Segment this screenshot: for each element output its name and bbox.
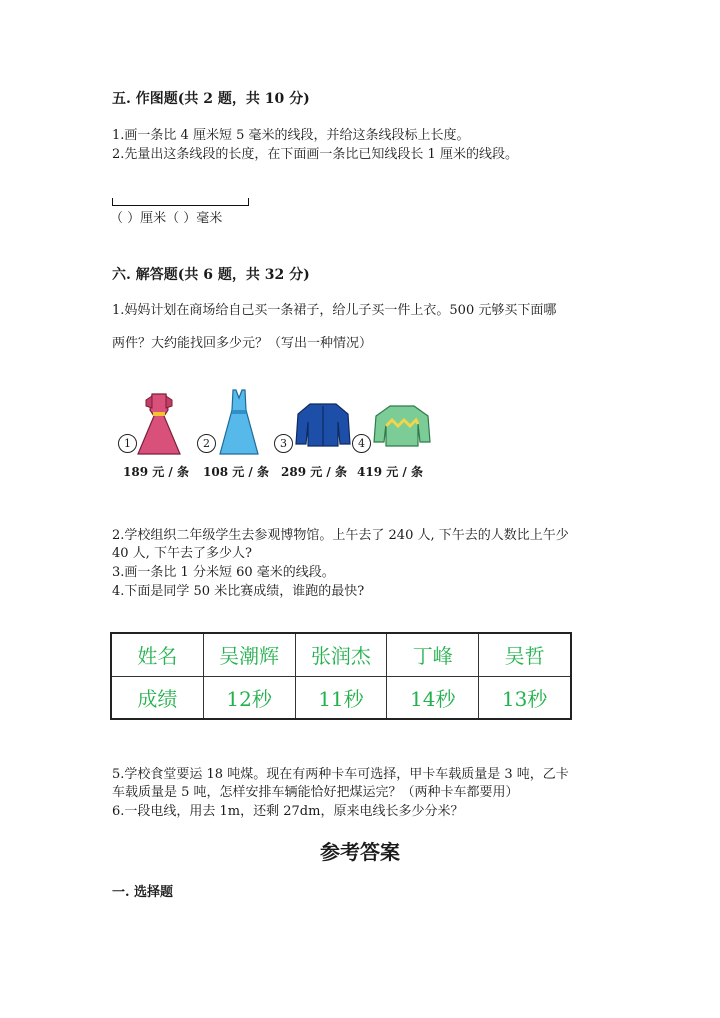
table-cell: 13秒 <box>479 676 571 719</box>
item-price-4: 419 元 / 条 <box>357 465 423 479</box>
table-cell: 12秒 <box>203 676 295 719</box>
section5-question-1: 1.画一条比 4 厘米短 5 毫米的线段，并给这条线段标上长度。 <box>112 128 470 143</box>
section6-q2-line1: 2.学校组织二年级学生去参观博物馆。上午去了 240 人, 下午去的人数比上午少 <box>112 528 569 543</box>
section6-q6: 6.一段电线，用去 1m，还剩 27dm，原来电线长多少分米？ <box>112 804 464 819</box>
item-number-1: 1 <box>118 434 137 453</box>
item-price-2: 108 元 / 条 <box>203 465 269 479</box>
section6-q4: 4.下面是同学 50 米比赛成绩，谁跑的最快? <box>112 584 365 599</box>
table-row <box>111 633 571 676</box>
race-results-table <box>110 632 572 720</box>
table-cell: 姓名 <box>111 633 203 676</box>
table-row <box>111 676 571 719</box>
blue-jacket-icon <box>294 400 352 448</box>
section6-q1-line2: 两件？大约能找回多少元？（写出一种情况） <box>112 336 373 351</box>
pink-dress-icon <box>134 390 184 458</box>
item-number-2: 2 <box>197 434 216 453</box>
answers-title: 参考答案 <box>320 840 400 864</box>
given-line-segment <box>112 198 249 206</box>
item-number-4: 4 <box>352 434 371 453</box>
measure-label: （ ）厘米（ ）毫米 <box>110 211 223 226</box>
section6-q1-line1: 1.妈妈计划在商场给自己买一条裙子，给儿子买一件上衣。500 元够买下面哪 <box>112 303 557 318</box>
section6-q3: 3.画一条比 1 分米短 60 毫米的线段。 <box>112 565 335 580</box>
blue-dress-icon <box>216 386 262 458</box>
item-price-3: 289 元 / 条 <box>281 465 347 479</box>
table-cell: 14秒 <box>387 676 479 719</box>
table-cell: 成绩 <box>111 676 203 719</box>
table-cell: 吴潮辉 <box>203 633 295 676</box>
answers-section1-heading: 一. 选择题 <box>112 885 174 900</box>
section5-heading: 五. 作图题(共 2 题，共 10 分) <box>112 91 310 107</box>
section6-heading: 六. 解答题(共 6 题，共 32 分) <box>112 267 310 283</box>
section6-q2-line2: 40 人, 下午去了多少人? <box>112 546 252 561</box>
table-cell: 张润杰 <box>295 633 387 676</box>
table-cell: 丁峰 <box>387 633 479 676</box>
item-number-3: 3 <box>274 434 293 453</box>
table-cell: 11秒 <box>295 676 387 719</box>
green-sweater-icon <box>372 402 432 448</box>
section5-question-2: 2.先量出这条线段的长度，在下面画一条比已知线段长 1 厘米的线段。 <box>112 147 518 162</box>
item-price-1: 189 元 / 条 <box>123 465 189 479</box>
section6-q5-line1: 5.学校食堂要运 18 吨煤。现在有两种卡车可选择，甲卡车载质量是 3 吨，乙卡 <box>112 767 569 782</box>
section6-q5-line2: 车载质量是 5 吨，怎样安排车辆能恰好把煤运完？（两种卡车都要用） <box>112 785 519 800</box>
table-cell: 吴哲 <box>479 633 571 676</box>
